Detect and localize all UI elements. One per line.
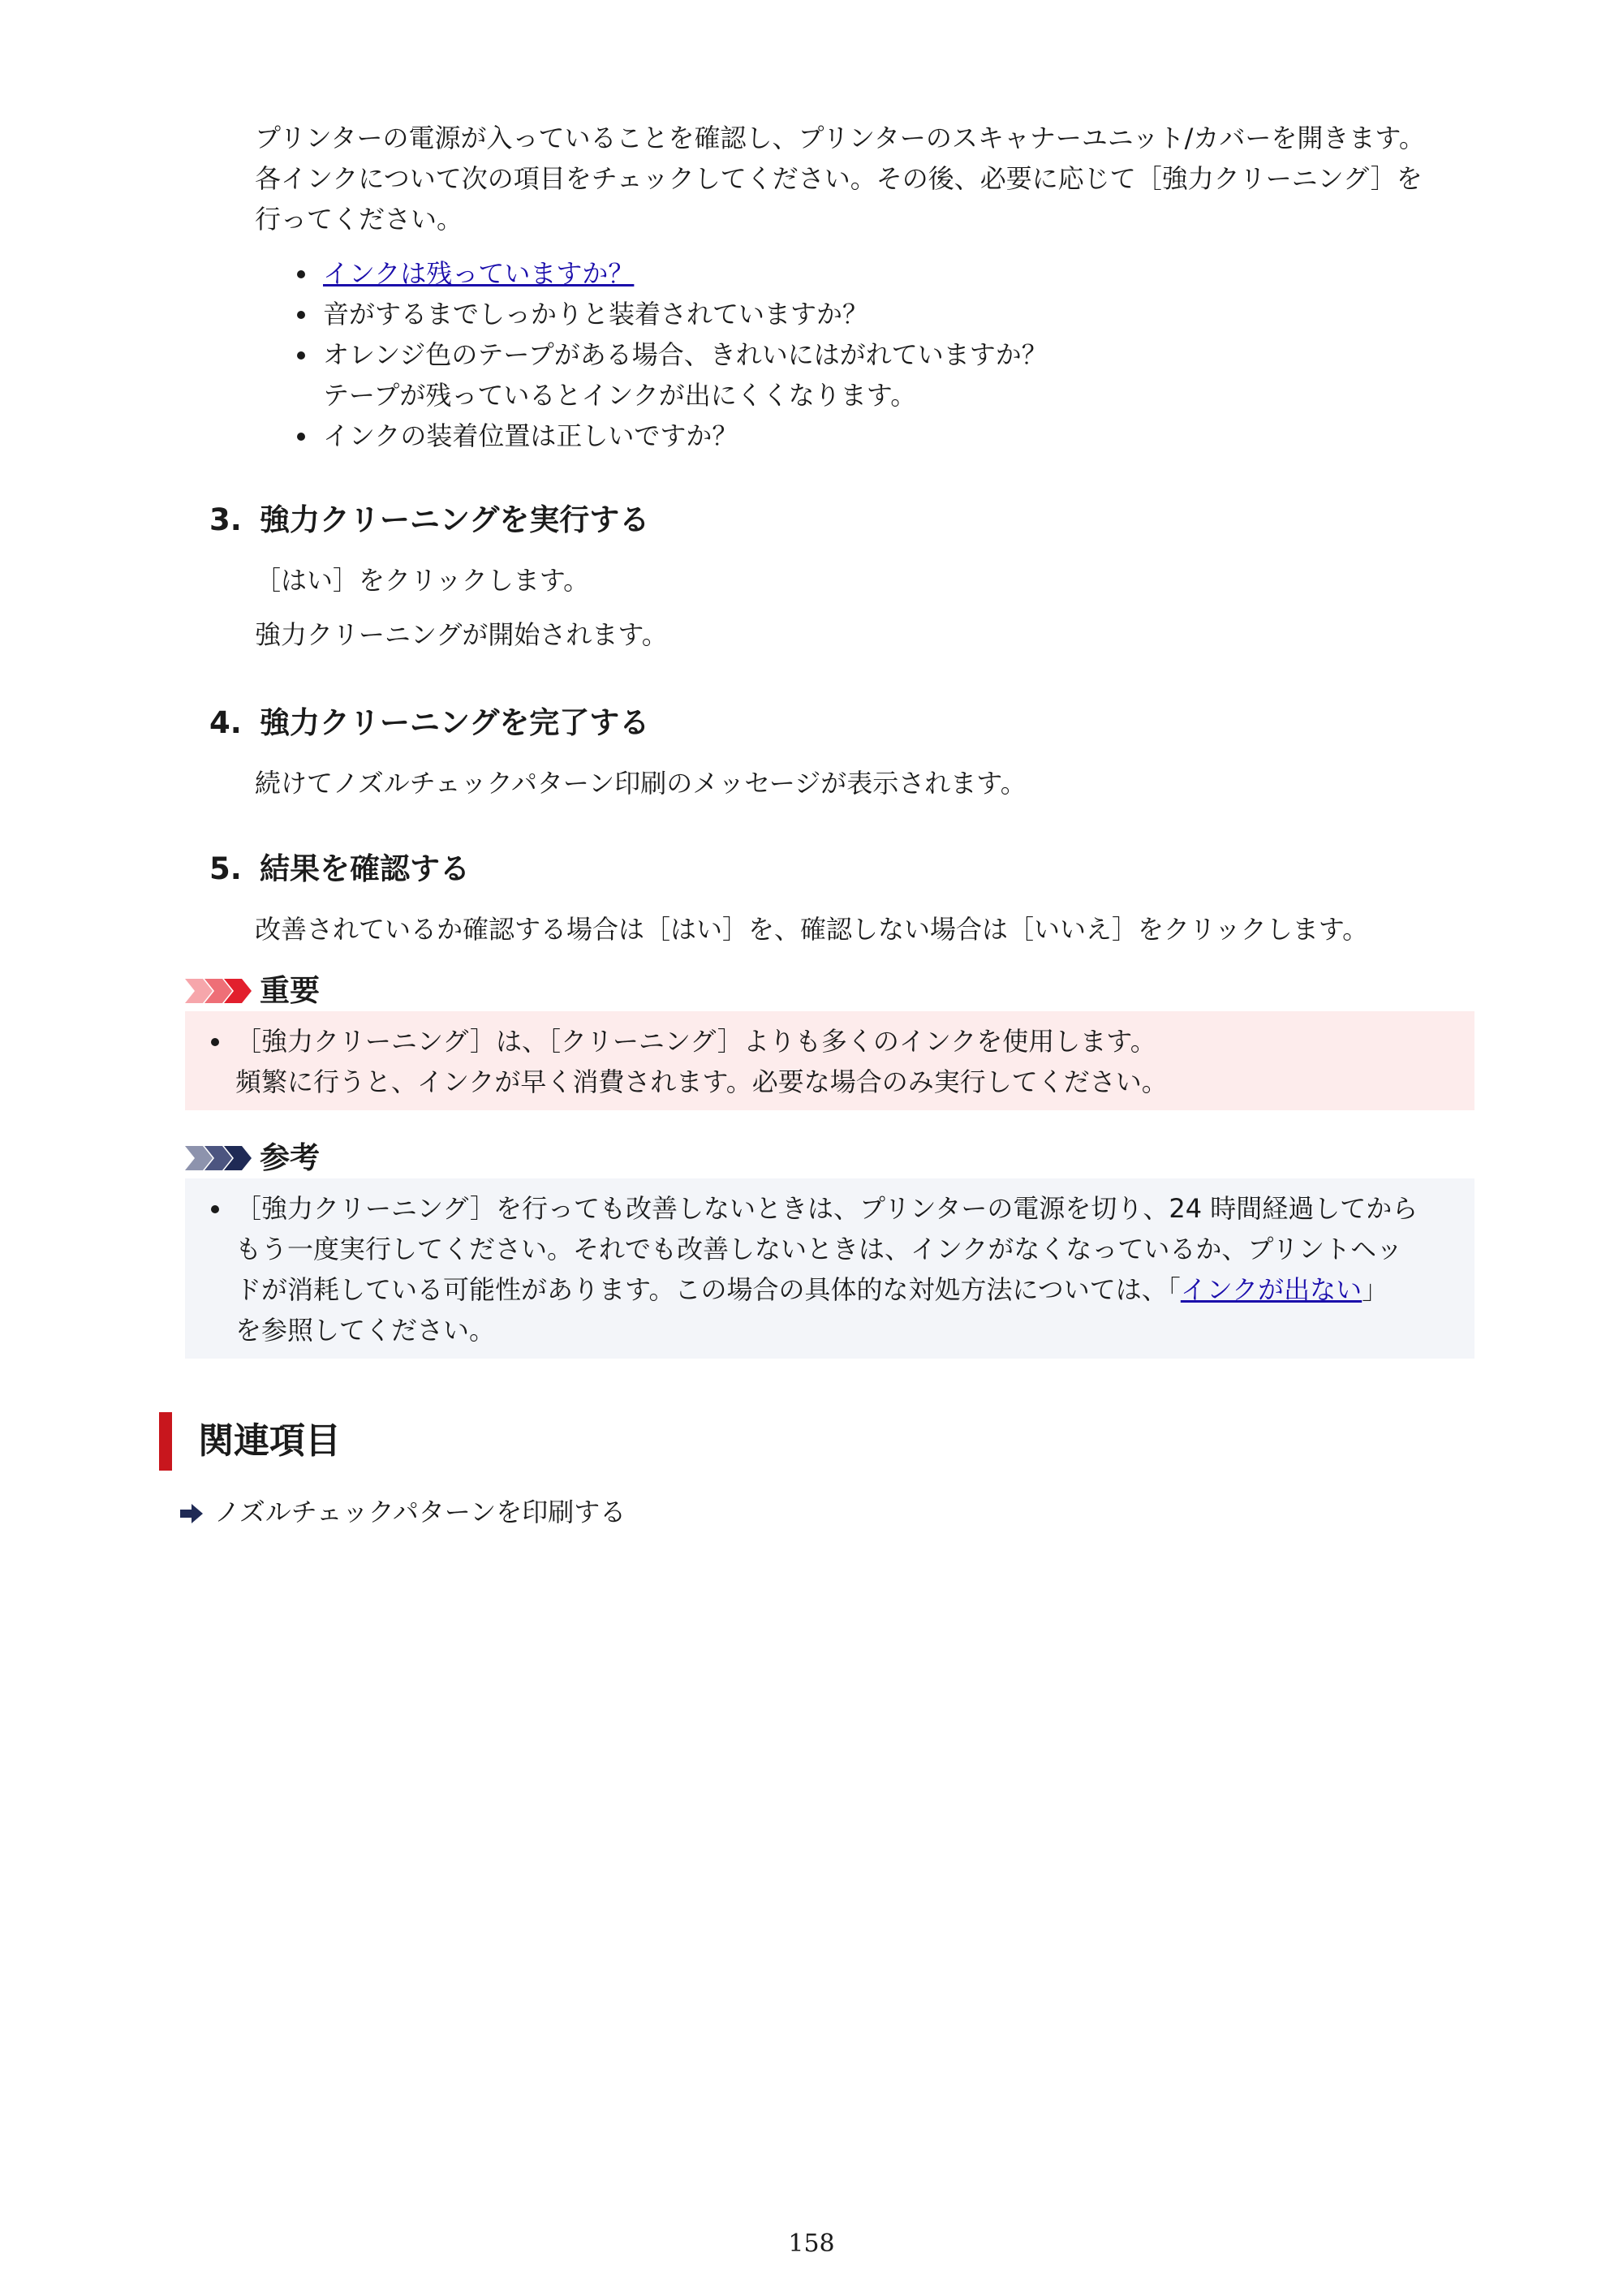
step-title: 強力クリーニングを完了する bbox=[260, 705, 650, 740]
related-title: 関連項目 bbox=[198, 1420, 341, 1462]
note-box bbox=[185, 1178, 1474, 1359]
list-item: インクの装着位置は正しいですか？ bbox=[294, 416, 1430, 456]
note-text: ドが消耗している可能性があります。この場合の具体的な対処方法については、「 bbox=[235, 1274, 1181, 1305]
important-chevrons-icon bbox=[185, 979, 253, 1003]
important-line: ［強力クリーニング］は、［クリーニング］よりも多くのインクを使用します。 bbox=[235, 1026, 1156, 1057]
step-title: 結果を確認する bbox=[260, 851, 470, 886]
ink-remaining-link[interactable]: インクは残っていますか？ bbox=[323, 258, 635, 289]
step-text: 強力クリーニングが開始されます。 bbox=[255, 619, 668, 650]
list-item bbox=[185, 1188, 1474, 1350]
related-link-text[interactable]: ノズルチェックパターンを印刷する bbox=[214, 1497, 626, 1527]
important-title: 重要 bbox=[260, 973, 320, 1008]
step-heading bbox=[209, 703, 649, 743]
check-list bbox=[294, 253, 1430, 456]
list-item-line: テープが残っているとインクが出にくくなります。 bbox=[323, 380, 917, 411]
list-item bbox=[294, 253, 1430, 294]
intro-line: 各インクについて次の項目をチェックしてください。その後、必要に応じて［強力クリーニング］を bbox=[255, 163, 1423, 194]
intro-paragraph bbox=[255, 118, 1488, 239]
list-item bbox=[185, 1021, 1474, 1102]
note-chevrons-icon bbox=[185, 1146, 253, 1170]
arrow-right-icon bbox=[180, 1504, 203, 1523]
step-number: 3. bbox=[209, 502, 242, 537]
note-line: ［強力クリーニング］を行っても改善しないときは、プリンターの電源を切り、24 時間経過してから bbox=[235, 1193, 1419, 1224]
step-heading bbox=[209, 849, 470, 890]
important-box bbox=[185, 1011, 1474, 1110]
list-item: 音がするまでしっかりと装着されていますか？ bbox=[294, 294, 1430, 334]
note-line bbox=[235, 1269, 1458, 1310]
step-heading bbox=[209, 500, 649, 541]
intro-line: プリンターの電源が入っていることを確認し、プリンターのスキャナーユニット/カバーを開きます。 bbox=[255, 123, 1425, 153]
page-number: 158 bbox=[788, 2229, 835, 2258]
intro-line: 行ってください。 bbox=[255, 204, 463, 235]
note-title: 参考 bbox=[260, 1140, 320, 1175]
step-number: 4. bbox=[209, 705, 242, 740]
ink-not-coming-out-link[interactable]: インクが出ない bbox=[1180, 1274, 1363, 1305]
step-text: 改善されているか確認する場合は［はい］を、確認しない場合は［いいえ］をクリックします。 bbox=[255, 914, 1369, 945]
related-link-row[interactable] bbox=[180, 1492, 626, 1532]
step-title: 強力クリーニングを実行する bbox=[260, 502, 650, 537]
note-text: 」 bbox=[1362, 1274, 1388, 1305]
step-text: ［はい］をクリックします。 bbox=[255, 565, 590, 596]
step-text: 続けてノズルチェックパターン印刷のメッセージが表示されます。 bbox=[255, 768, 1027, 799]
important-line: 頻繁に行うと、インクが早く消費されます。必要な場合のみ実行してください。 bbox=[235, 1066, 1168, 1097]
list-item-line: オレンジ色のテープがある場合、きれいにはがれていますか？ bbox=[323, 339, 1048, 370]
list-item bbox=[294, 334, 1430, 416]
step-number: 5. bbox=[209, 851, 242, 886]
note-line: を参照してください。 bbox=[235, 1315, 496, 1346]
related-heading-bar bbox=[159, 1412, 172, 1471]
note-line: もう一度実行してください。それでも改善しないときは、インクがなくなっているか、プリントヘッ bbox=[235, 1234, 1403, 1264]
